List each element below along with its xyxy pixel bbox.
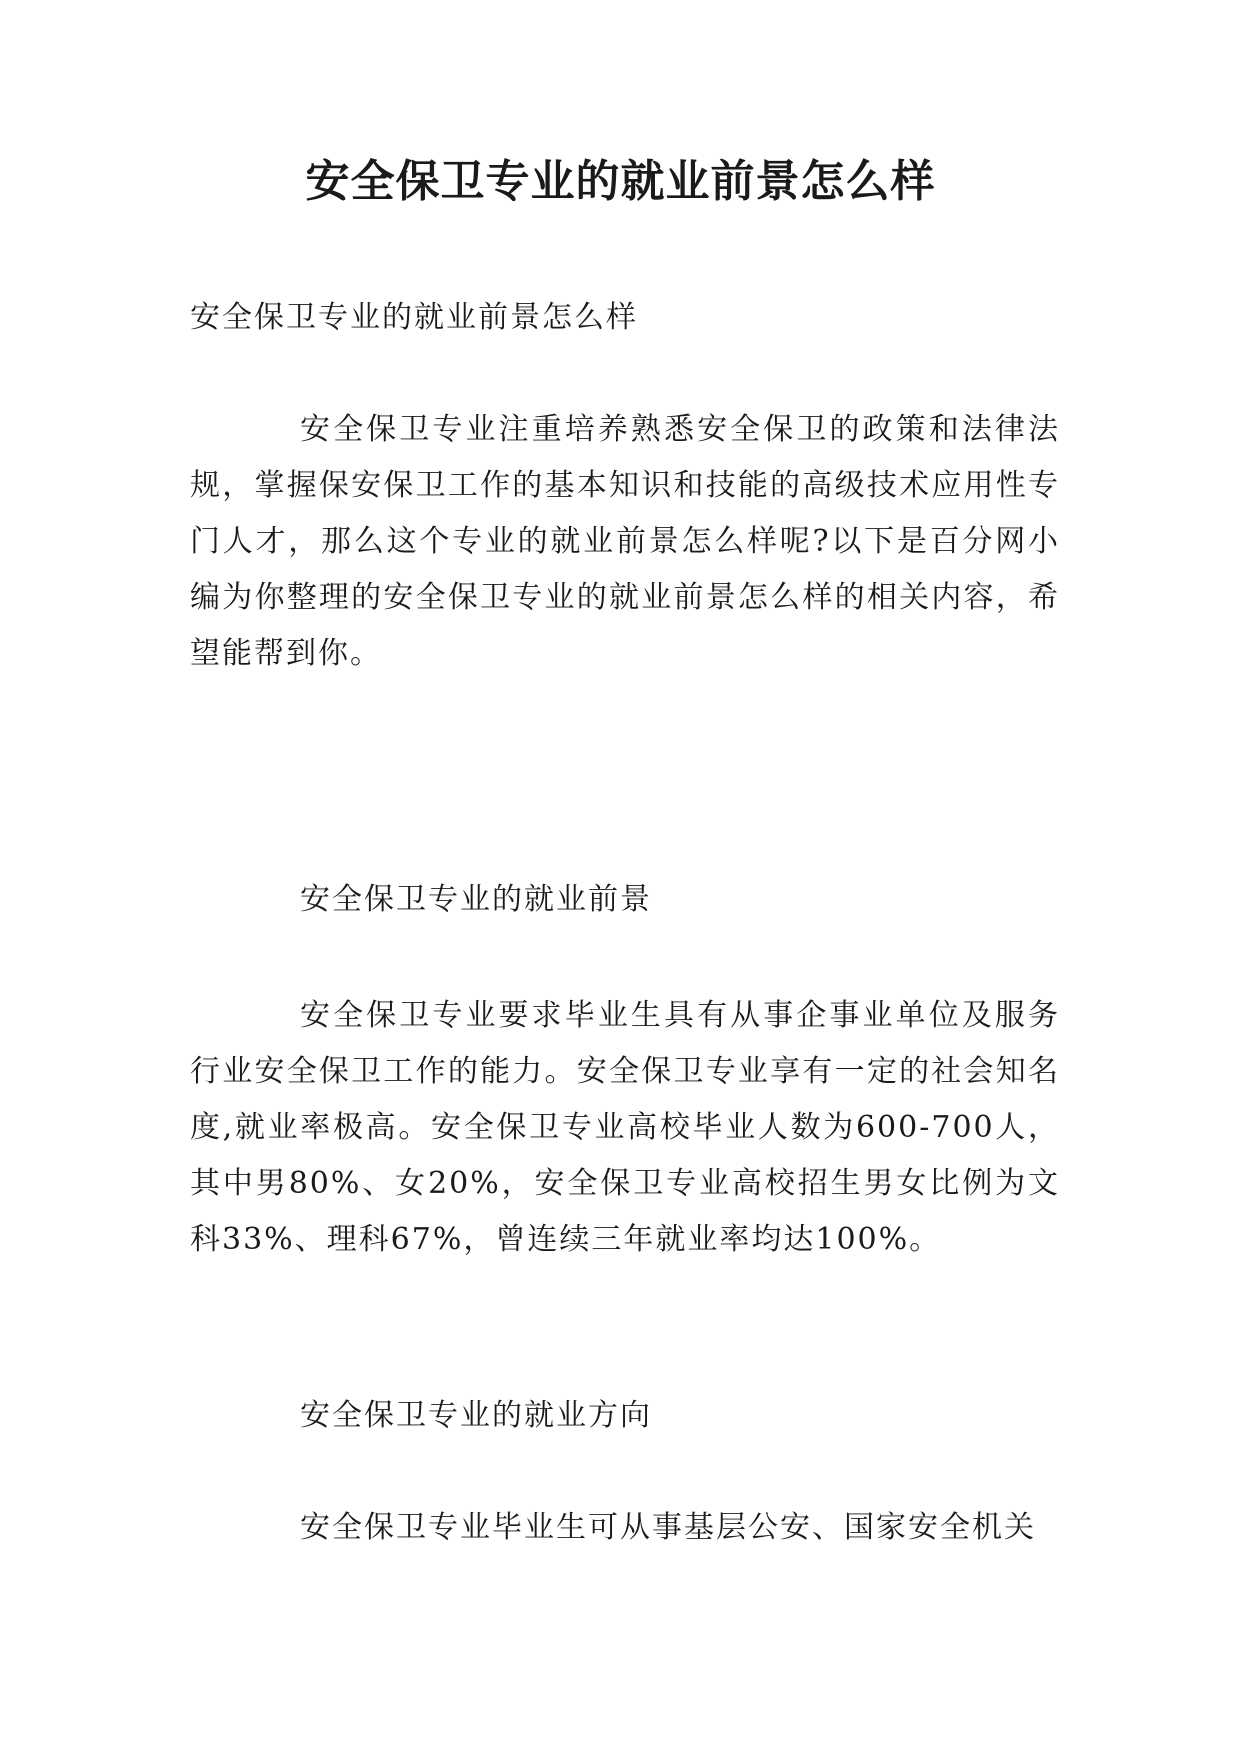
section-heading-prospect: 安全保卫专业的就业前景: [300, 882, 652, 917]
section-body-prospect: 安全保卫专业要求毕业生具有从事企事业单位及服务行业安全保卫工作的能力。安全保卫专业享有一定的社会知名度,就业率极高。安全保卫专业高校毕业人数为600-700人，其中男80%、女20%，安全保卫专业高校招生男女比例为文科33%、理科67%，曾连续三年就业率均达100%。: [190, 998, 1060, 1257]
section-body-direction: 安全保卫专业毕业生可从事基层公安、国家安全机关: [300, 1510, 1036, 1545]
section-heading-direction: 安全保卫专业的就业方向: [300, 1398, 652, 1433]
document-subtitle: 安全保卫专业的就业前景怎么样: [190, 300, 638, 335]
document-title: 安全保卫专业的就业前景怎么样: [305, 156, 936, 207]
intro-paragraph: 安全保卫专业注重培养熟悉安全保卫的政策和法律法规，掌握保安保卫工作的基本知识和技能的高级技术应用性专门人才，那么这个专业的就业前景怎么样呢?以下是百分网小编为你整理的安全保卫专业的就业前景怎么样的相关内容，希望能帮到你。: [190, 412, 1060, 671]
